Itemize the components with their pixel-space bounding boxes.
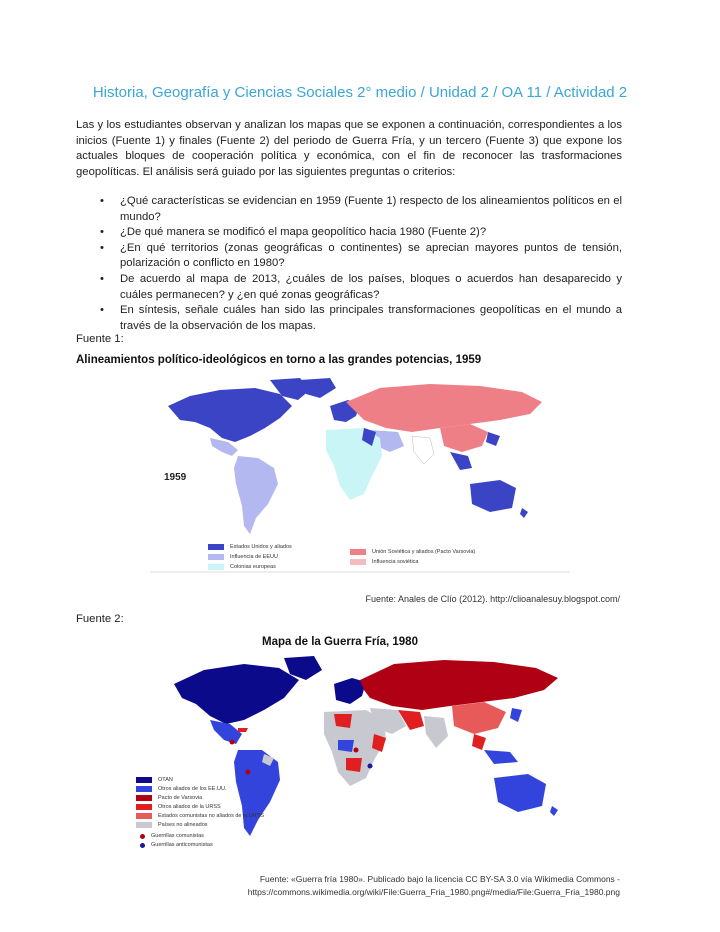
legend-swatch: [136, 804, 152, 810]
question-item: • ¿Qué características se evidencian en 1959 (Fuente 1) respecto de los alineamientos políticos en el mundo?: [100, 194, 622, 225]
legend-swatch: [208, 564, 224, 570]
legend-label: Otros aliados de la URSS: [158, 804, 221, 810]
page-title: Historia, Geografía y Ciencias Sociales 2° medio / Unidad 2 / OA 11 / Actividad 2: [92, 84, 628, 101]
map-1-title: Alineamientos político-ideológicos en torno a las grandes potencias, 1959: [76, 354, 482, 366]
guerrilla-marker: [246, 770, 251, 775]
legend-swatch: [136, 777, 152, 783]
map-2-source-line-2: https://commons.wikimedia.org/wiki/File:Guerra_Fria_1980.png#/media/File:Guerra_Fria_1980.png: [247, 887, 620, 897]
legend-label: Estados Unidos y aliados: [230, 544, 292, 550]
question-item: • ¿En qué territorios (zonas geográficas o continentes) se aprecian mayores puntos de tensión, polarización o conflicto en 1980?: [100, 241, 622, 272]
legend-label: Guerrillas comunistas: [151, 833, 204, 839]
legend-swatch: [208, 544, 224, 550]
question-item: • En síntesis, señale cuáles han sido las principales transformaciones geopolíticas en el mundo a través de la observación de los mapas.: [100, 303, 622, 334]
map-2-source-line-1: Fuente: «Guerra fría 1980». Publicado bajo la licencia CC BY-SA 3.0 vía Wikimedia Commons -: [259, 874, 620, 884]
legend-item: [136, 804, 221, 810]
legend-label: Guerrillas anticomunistas: [151, 842, 213, 848]
legend-item: [136, 822, 208, 828]
source-2-label: Fuente 2:: [76, 613, 124, 625]
legend-item: [208, 544, 292, 550]
legend-label: Influencia soviética: [372, 559, 419, 565]
legend-label: Unión Soviética y aliados (Pacto Varsovia): [372, 549, 476, 555]
legend-label: Estados comunistas no aliados de la URSS: [158, 813, 265, 819]
question-item: • ¿De qué manera se modificó el mapa geopolítico hacia 1980 (Fuente 2)?: [100, 225, 622, 241]
legend-item: [136, 777, 173, 783]
legend-label: Países no alineados: [158, 822, 208, 828]
question-item: • De acuerdo al mapa de 2013, ¿cuáles de los países, bloques o acuerdos han desaparecido y cuáles permanecen? y ¿en qué zonas geográficas?: [100, 272, 622, 303]
legend-item: [136, 795, 202, 801]
legend-item: [136, 786, 226, 792]
legend-swatch: [136, 813, 152, 819]
legend-item: [208, 564, 276, 570]
legend-swatch: [350, 549, 366, 555]
legend-label: Influencia de EEUU: [230, 554, 278, 560]
legend-label: Otros aliados de los EE.UU.: [158, 786, 227, 792]
legend-swatch: [136, 795, 152, 801]
source-1-label: Fuente 1:: [76, 333, 124, 345]
legend-item: [138, 833, 204, 839]
map-1-year-label: 1959: [164, 472, 187, 483]
guerrilla-marker: [354, 748, 359, 753]
legend-item: [138, 842, 213, 848]
question-list: [100, 194, 622, 334]
map-2-title: Mapa de la Guerra Fría, 1980: [262, 636, 418, 648]
intro-paragraph: Las y los estudiantes observan y analizan los mapas que se exponen a continuación, correspondientes a los inicios (Fuente 1) y finales (Fuente 2) del periodo de Guerra Fría, y un tercero (Fuente 3) que expone los actuales bloques de cooperación política y económica, con el fin de reconocer las trasformaciones geopolíticas. El análisis será guiado por las siguientes preguntas o criterios:: [76, 119, 622, 178]
guerrilla-marker: [368, 764, 373, 769]
legend-label: OTAN: [158, 777, 173, 783]
legend-marker: [140, 834, 145, 839]
legend-swatch: [136, 786, 152, 792]
legend-item: [350, 559, 418, 565]
map-1-source: Fuente: Anales de Clío (2012). http://clioanalesuy.blogspot.com/: [365, 594, 620, 604]
legend-swatch: [208, 554, 224, 560]
legend-item: [350, 549, 475, 555]
legend-label: Colonias europeas: [230, 564, 276, 570]
legend-item: [208, 554, 278, 560]
legend-swatch: [136, 822, 152, 828]
guerrilla-marker: [230, 740, 235, 745]
map-1980-image: [134, 654, 584, 850]
legend-marker: [140, 843, 145, 848]
legend-label: Pacto de Varsovia: [158, 795, 203, 801]
legend-item: [136, 813, 264, 819]
legend-swatch: [350, 559, 366, 565]
